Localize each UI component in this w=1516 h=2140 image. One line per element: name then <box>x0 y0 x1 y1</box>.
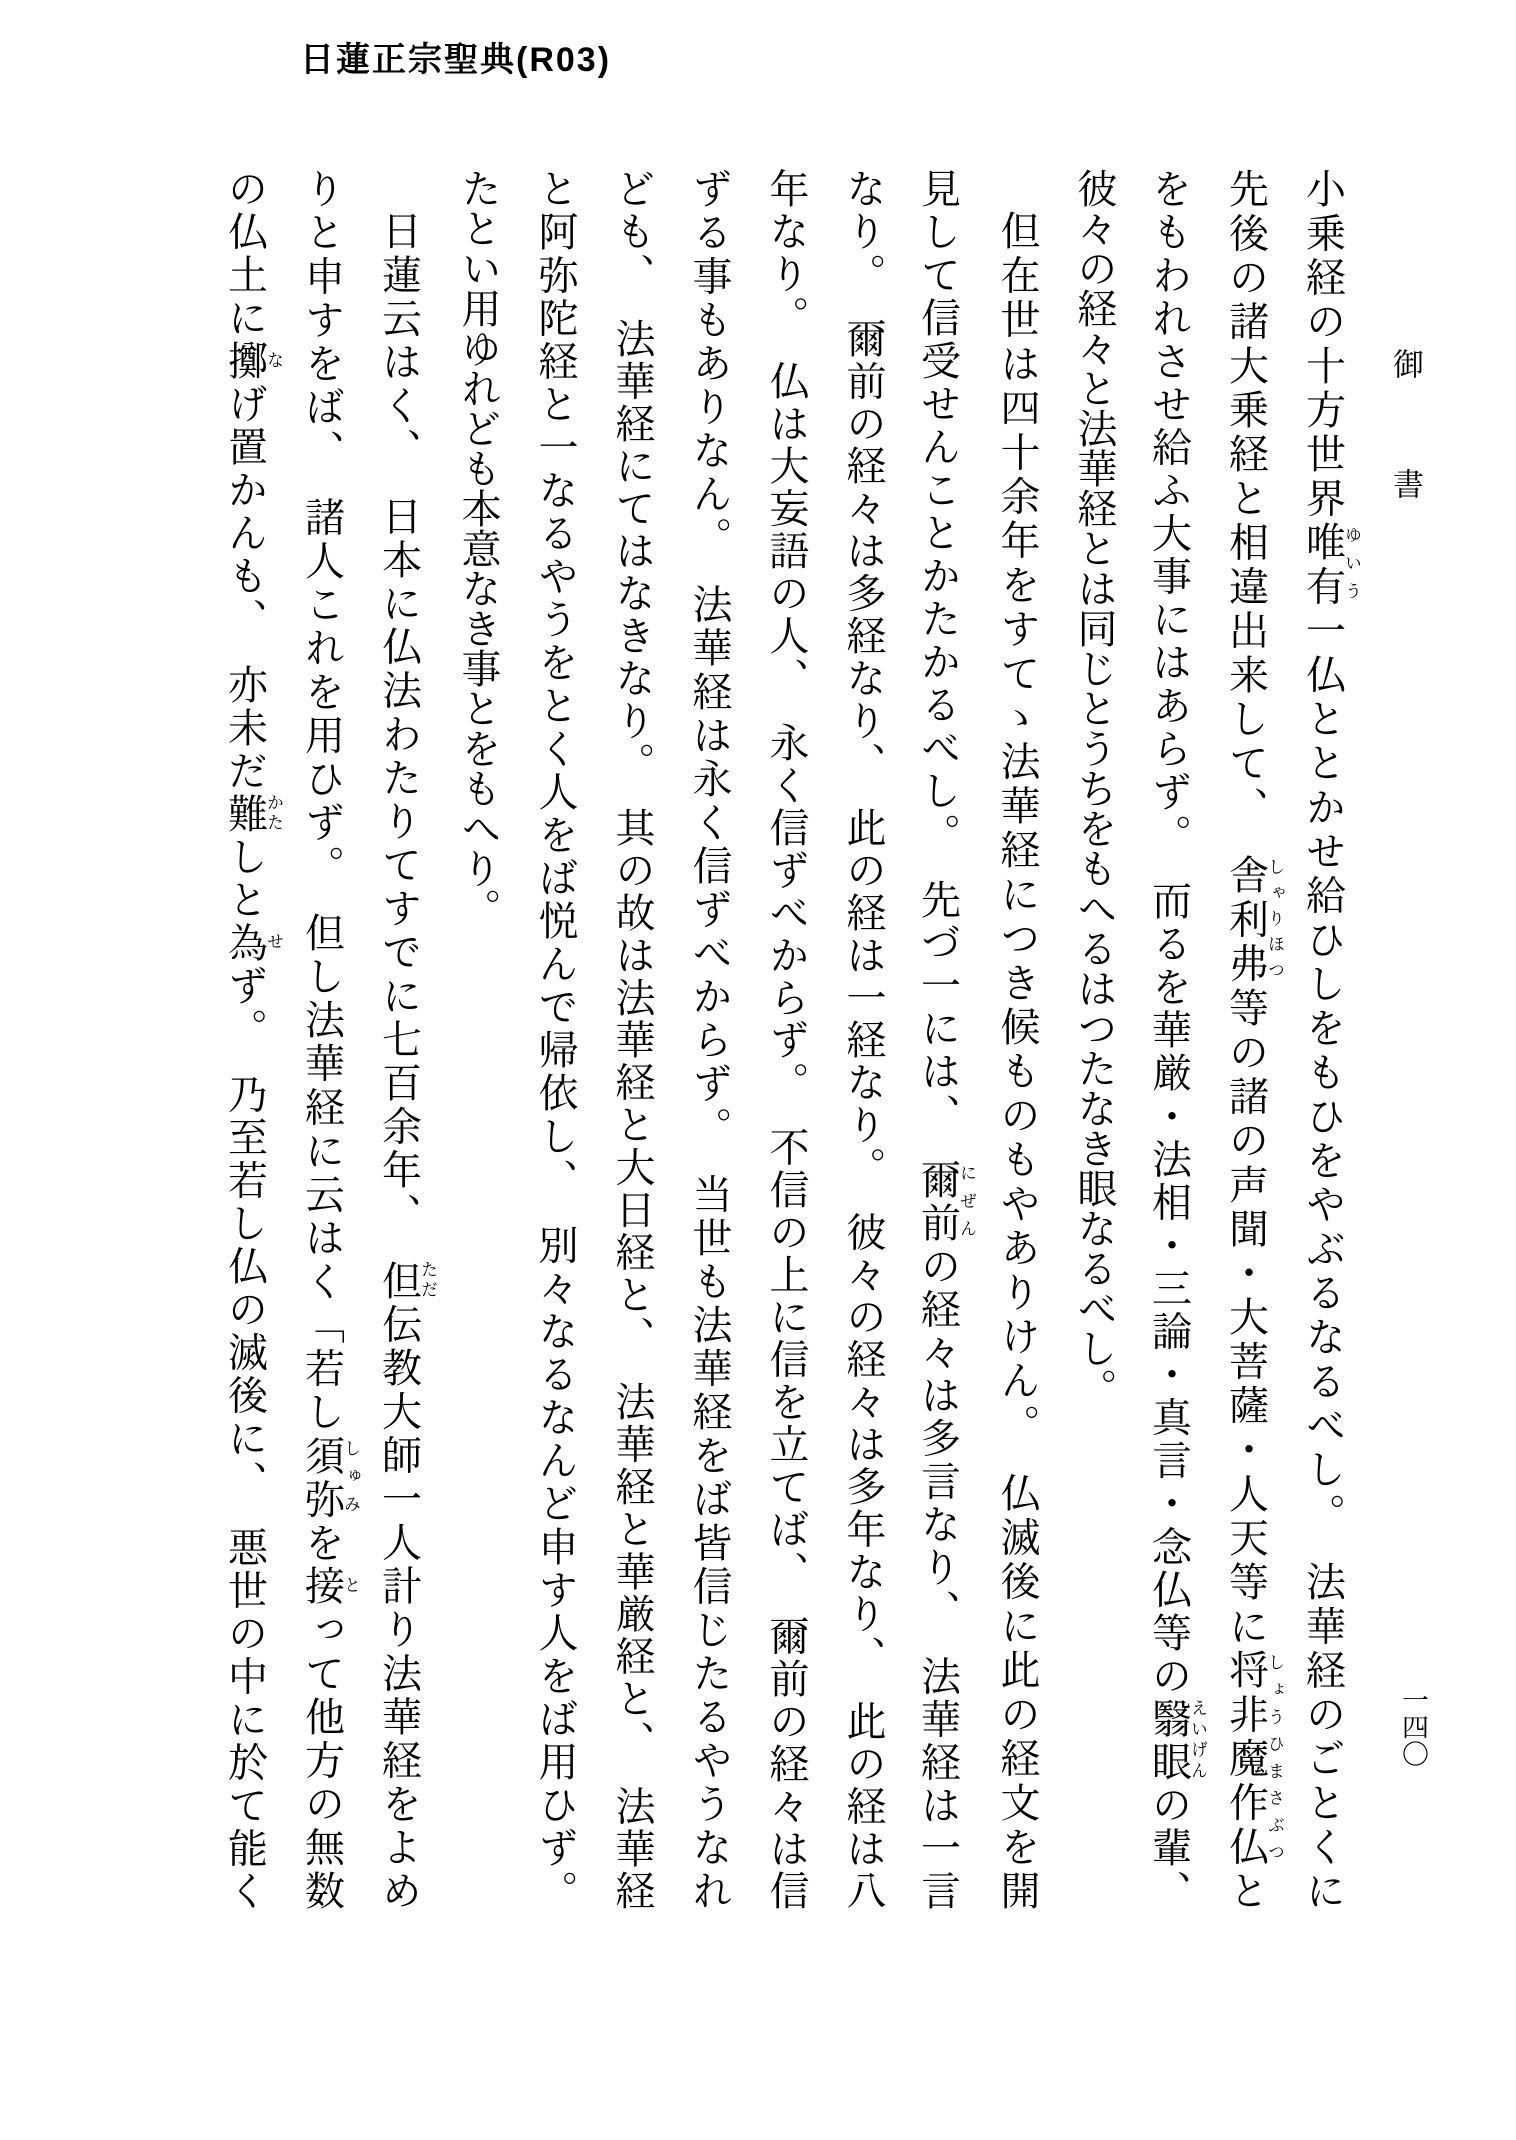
document-header: 日蓮正宗聖典(R03) <box>300 41 612 79</box>
furigana-annotated-word: 須弥しゅみ <box>299 1434 361 1522</box>
text-column: ずる事もありなん。 法華経は永く信ずべからず。 当世も法華経をば皆信じたるやうなれ <box>687 168 732 1910</box>
text-column: 年なり。 仏は大妄語の人、 永く信ずべからず。 不信の上に信を立てば、 爾前の経々は信 <box>764 168 809 1911</box>
page-number: 一四〇 <box>1398 1686 1428 1767</box>
section-label: 御 書 <box>1388 348 1423 528</box>
text-column: 日蓮云はく、 日本に仏法わたりてすでに七百余年、 但ただ伝教大師一人計り法華経をよめ <box>376 210 438 1911</box>
furigana-annotated-word: 爾前にぜん <box>915 1159 977 1246</box>
text-column: 先後の諸大乗経と相違出来して、 舎利弗しゃりほつ等の諸の声聞・大菩薩・人天等に将非魔作仏しょうひまさぶつと <box>1223 168 1285 1911</box>
text-column: をもわれさせ給ふ大事にはあらず。 而るを華厳・法相・三論・真言・念仏等の翳眼えいげんの輩、 <box>1146 168 1208 1911</box>
text-column: 彼々の経々と法華経とは同じとうちをもへるはつたなき眼なるべし。 <box>1072 168 1117 1408</box>
text-column: の仏土に擲なげ置かんも、 亦未だ難かたしと為せず。 乃至若し仏の滅後に、 悪世の中に於て能く <box>222 168 284 1911</box>
text-column: りと申すをば、 諸人これを用ひず。 但し法華経に云はく「若し須弥しゅみを接とって他方の無数 <box>299 168 361 1911</box>
furigana-annotated-word: 唯有ゆいう <box>1300 521 1362 610</box>
text-column: 但在世は四十余年をすてゝ法華経につき候ものもやありけん。 仏滅後に此の経文を開 <box>995 210 1040 1911</box>
furigana-annotated-word: 為せ <box>222 921 284 965</box>
furigana-annotated-word: 将非魔作仏しょうひまさぶつ <box>1223 1649 1285 1871</box>
text-column: 見して信受せんことかたかるべし。 先づ一には、 爾前にぜんの経々は多言なり、 法華経は一言 <box>915 168 977 1911</box>
furigana-annotated-word: 翳眼えいげん <box>1146 1697 1208 1784</box>
furigana-annotated-word: 擲な <box>222 339 284 383</box>
text-column: 小乗経の十方世界唯有ゆいう一仏ととかせ給ひしをもひをやぶるなるべし。 法華経のごとくに <box>1300 168 1362 1911</box>
text-column: なり。 爾前の経々は多経なり、 此の経は一経なり。 彼々の経々は多年なり、 此の経は八 <box>841 168 886 1911</box>
text-column: と阿弥陀経と一なるやうをとく人をば悦んで帰依し、 別々なるなんど申す人をば用ひず。 <box>533 168 578 1911</box>
text-column: たとい用ゆれども本意なき事とをもへり。 <box>456 168 501 928</box>
text-column: ども、 法華経にてはなきなり。 其の故は法華経と大日経と、 法華経と華厳経と、 法華経 <box>610 168 655 1910</box>
body-text-block <box>206 168 1361 1910</box>
furigana-annotated-word: 舎利弗しゃりほつ <box>1223 854 1285 987</box>
furigana-annotated-word: 但ただ <box>376 1259 438 1304</box>
furigana-annotated-word: 難かた <box>222 792 284 836</box>
furigana-annotated-word: 接と <box>299 1565 361 1609</box>
